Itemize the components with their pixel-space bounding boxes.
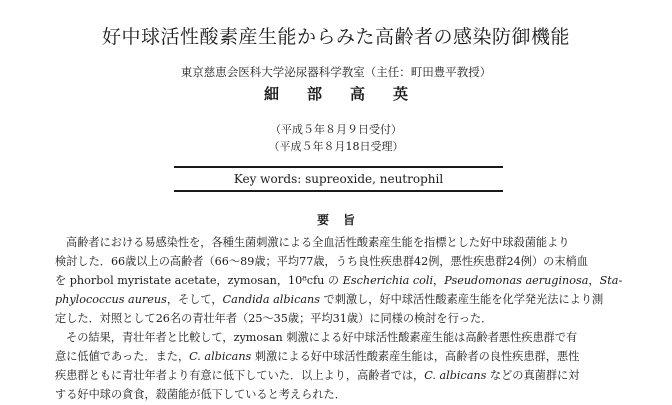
species-name: Escherichia coli [342,274,434,287]
accepted-date: （平成５年８月18日受理） [268,140,404,153]
abstract-heading: 要旨 [316,213,369,227]
received-date: （平成５年８月９日受付） [270,123,402,136]
abstract-line-9: する好中球の貪食，殺菌能が低下していると考えられた． [55,388,346,401]
species-name: C. albicans [424,369,487,382]
abstract-line-5: 定した．対照として26名の青壮年者（25～35歳；平均31歳）に同様の検討を行った． [55,312,493,325]
abstract-line-4 [55,292,625,308]
abstract-text: を phorbol myristate acetate，zymosan，10⁸cfu の [55,274,343,287]
species-name: Candida albicans [222,293,320,306]
abstract-line-2: 検討した．66歳以上の高齢者（66～89歳；平均77歳，うち良性疾患群42例，悪性疾患群24例）の末梢血 [55,255,588,268]
abstract-text: で刺激し，好中球活性酸素産生能を化学発光法により測 [319,293,604,306]
author-name: 細部高英 [263,85,436,103]
abstract-text: 意に低値であった．また， [55,350,190,363]
keywords-text: Key words: supreoxide, neutrophil [233,172,444,186]
abstract-text: 刺激による好中球活性酸素産生能は，高齢者の良性疾患群，悪性 [251,350,580,363]
abstract-line-7 [55,349,625,365]
species-name: phylococcus aureus [55,293,167,306]
abstract-text: などの真菌群に対 [486,369,580,382]
abstract-text: ，そして， [166,293,223,306]
abstract-line-6: その結果，青壮年者と比較して，zymosan 刺激による好中球活性酸素産生能は高齢者悪性疾患群で有 [66,331,578,344]
abstract-line-8 [55,368,625,384]
abstract-text: ， [433,274,445,287]
abstract-text: 疾患群ともに青壮年者より有意に低下していた．以上より，高齢者では， [55,369,425,382]
species-name: Sta- [599,274,623,287]
abstract-line-1: 高齢者における易感染性を，各種生菌刺激による全血活性酸素産生能を指標とした好中球殺菌能より [66,236,570,249]
keywords-box [174,166,503,192]
paper-title: 好中球活性酸素産生能からみた高齢者の感染防御機能 [101,26,570,48]
abstract-text: ， [588,274,600,287]
affiliation: 東京慈恵会医科大学泌尿器科学教室（主任：町田豊平教授） [180,65,492,79]
species-name: Pseudomonas aeruginosa [444,274,589,287]
abstract-line-3 [55,273,625,289]
species-name: C. albicans [189,350,252,363]
